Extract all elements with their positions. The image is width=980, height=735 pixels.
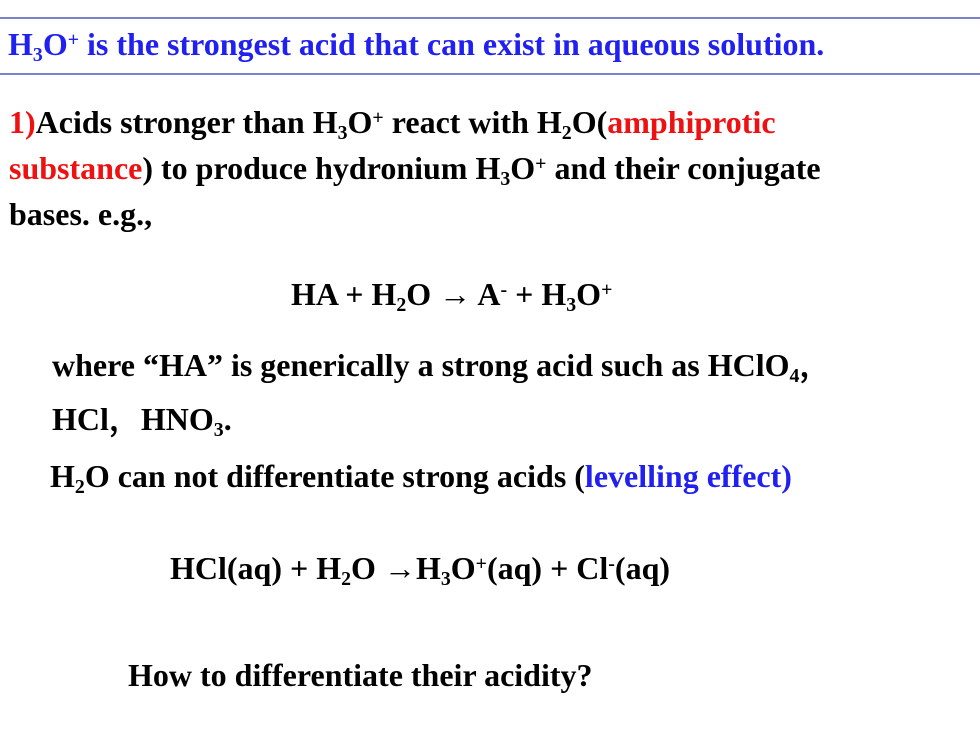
text-run: ， [799, 347, 832, 383]
text-run: How to differentiate their acidity? [128, 657, 593, 693]
text-run: 1) [9, 104, 36, 140]
text-run: O( [571, 104, 608, 140]
equation-hcl [170, 550, 671, 591]
top-rule [0, 17, 980, 19]
text-run: + [475, 553, 487, 576]
levelling-line [50, 458, 792, 499]
text-run: 3 [213, 419, 224, 442]
slide-title [8, 26, 825, 67]
text-run: ) to produce hydronium H [142, 150, 501, 186]
text-run: O [450, 550, 476, 586]
text-run: where “HA” is generically a strong acid such as HClO [52, 347, 790, 383]
equation-general [291, 276, 613, 317]
text-run: + [535, 153, 547, 176]
where-line2 [52, 394, 232, 440]
text-run: 2 [74, 476, 85, 499]
text-run: O → A [406, 276, 501, 312]
text-run: react with H [383, 104, 562, 140]
text-run: + [67, 29, 80, 52]
text-run: . [223, 401, 232, 437]
text-run: is the strongest acid that can exist in aqueous solution. [79, 26, 825, 62]
text-run: HA + H [291, 276, 397, 312]
text-run: 2 [341, 568, 352, 591]
text-run: (aq) [614, 550, 671, 586]
text-run: and their conjugate [546, 150, 821, 186]
text-run: O [510, 150, 536, 186]
text-run: - [608, 553, 615, 576]
text-run: (aq) + Cl [486, 550, 609, 586]
text-run: O [42, 26, 68, 62]
where-line1 [52, 340, 831, 386]
text-run: levelling effect) [584, 458, 792, 494]
text-run: O can not differentiate strong acids ( [84, 458, 585, 494]
text-run: H [50, 458, 75, 494]
text-run: Acids stronger than H [35, 104, 338, 140]
text-run: O [576, 276, 602, 312]
text-run: + [601, 279, 613, 302]
point1-line3 [9, 196, 152, 233]
text-run: O [347, 104, 373, 140]
text-run: + [372, 107, 384, 130]
text-run: 2 [561, 122, 572, 145]
point1-line2 [9, 150, 821, 191]
text-run: 3 [440, 568, 451, 591]
text-run: 3 [566, 294, 577, 317]
text-run: HCl(aq) + H [170, 550, 342, 586]
text-run: - [500, 279, 508, 302]
text-run: bases. e.g., [9, 196, 153, 232]
text-run: 3 [32, 44, 43, 67]
text-run: 4 [789, 365, 800, 388]
text-run: 3 [500, 168, 511, 191]
text-run: + H [507, 276, 567, 312]
title-underline [0, 73, 980, 75]
text-run: H [8, 26, 33, 62]
text-run: 2 [396, 294, 407, 317]
point1-line1 [9, 104, 776, 145]
text-run: substance [9, 150, 143, 186]
text-run: amphiprotic [607, 104, 776, 140]
text-run: HCl，HNO [52, 401, 214, 437]
question-line [128, 657, 593, 694]
text-run: O →H [351, 550, 441, 586]
text-run: 3 [337, 122, 348, 145]
